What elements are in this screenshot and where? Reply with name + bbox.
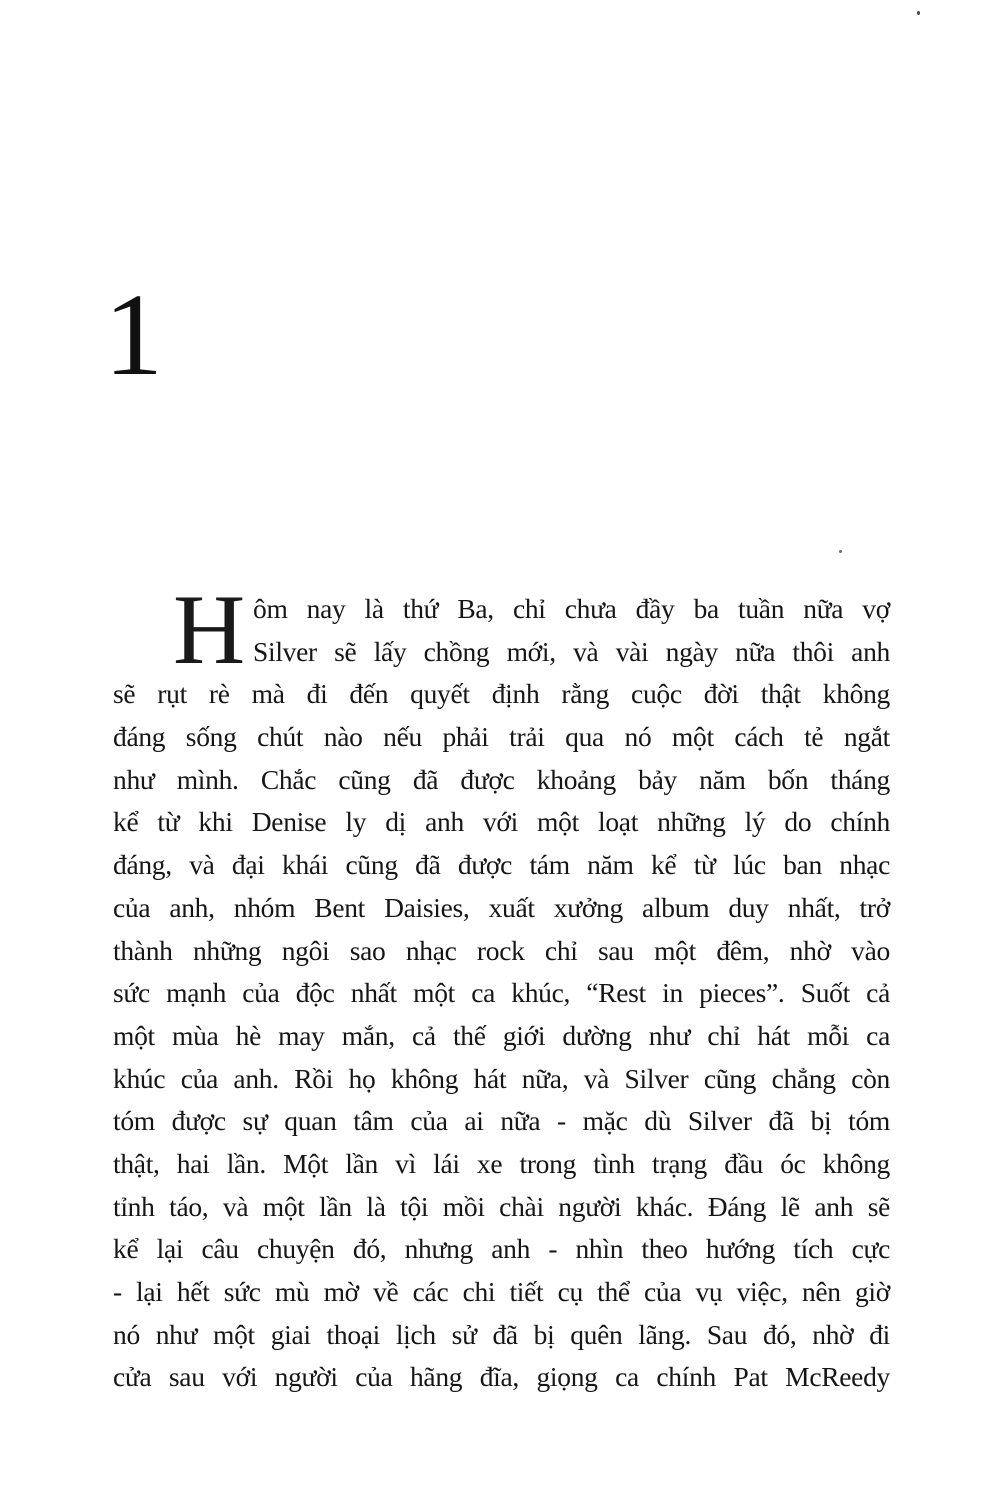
body-line: sức mạnh của độc nhất một ca khúc, “Rest in pieces”. Suốt cả [113, 977, 890, 1009]
scan-speck [839, 550, 842, 553]
body-line: khúc của anh. Rồi họ không hát nữa, và Silver cũng chẳng còn [113, 1062, 890, 1094]
opening-lines [253, 588, 890, 673]
body-line: của anh, nhóm Bent Daisies, xuất xưởng album duy nhất, trở [113, 891, 890, 923]
body-line: cửa sau với người của hãng đĩa, giọng ca chính Pat McReedy [113, 1361, 890, 1393]
body-line: tóm được sự quan tâm của ai nữa - mặc dù Silver đã bị tóm [113, 1105, 890, 1137]
body-line: thật, hai lần. Một lần vì lái xe trong tình trạng đầu óc không [113, 1147, 890, 1179]
body-line: thành những ngôi sao nhạc rock chỉ sau một đêm, nhờ vào [113, 934, 890, 966]
body-line: nó như một giai thoại lịch sử đã bị quên lãng. Sau đó, nhờ đi [113, 1318, 890, 1350]
body-line: kể lại câu chuyện đó, nhưng anh - nhìn theo hướng tích cực [113, 1233, 890, 1265]
body-text [113, 574, 890, 1399]
body-line: đáng, và đại khái cũng đã được tám năm kể từ lúc ban nhạc [113, 849, 890, 881]
drop-cap: H [173, 574, 245, 685]
body-line: Silver sẽ lấy chồng mới, và vài ngày nữa thôi anh [253, 635, 890, 667]
body-line: đáng sống chút nào nếu phải trải qua nó một cách tẻ ngắt [113, 721, 890, 753]
body-line: như mình. Chắc cũng đã được khoảng bảy năm bốn tháng [113, 763, 890, 795]
body-line: kể từ khi Denise ly dị anh với một loạt những lý do chính [113, 806, 890, 838]
body-line: một mùa hè may mắn, cả thế giới dường như chỉ hát mỗi ca [113, 1019, 890, 1051]
chapter-number: 1 [104, 269, 163, 400]
scan-speck [917, 11, 920, 15]
body-line: ôm nay là thứ Ba, chỉ chưa đầy ba tuần nữa vợ [253, 593, 890, 624]
body-line: tỉnh táo, và một lần là tội mồi chài người khác. Đáng lẽ anh sẽ [113, 1190, 890, 1222]
body-line: - lại hết sức mù mờ về các chi tiết cụ thể của vụ việc, nên giờ [113, 1276, 890, 1307]
body-line: sẽ rụt rè mà đi đến quyết định rằng cuộc đời thật không [113, 678, 890, 710]
